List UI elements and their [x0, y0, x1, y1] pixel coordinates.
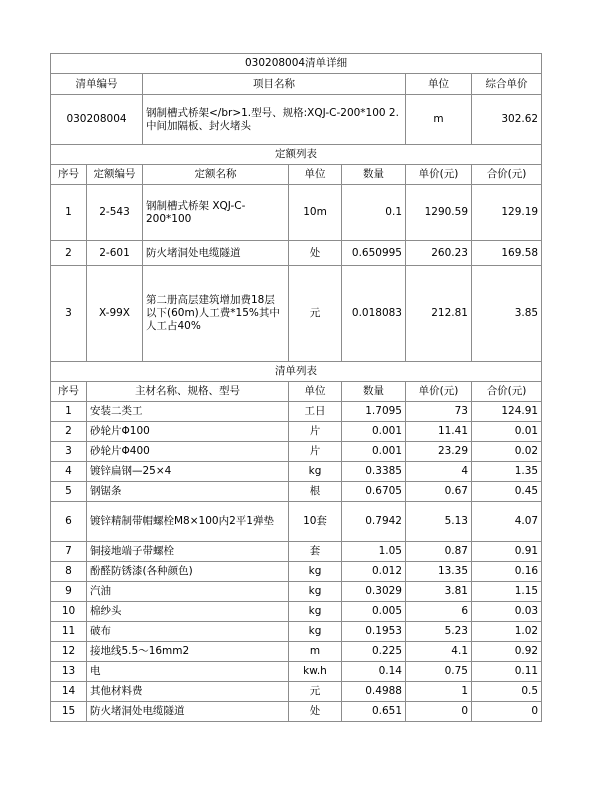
material-qty: 0.3385 — [342, 462, 406, 482]
material-qty: 0.3029 — [342, 582, 406, 602]
material-name: 防火堵洞处电缆隧道 — [87, 702, 289, 722]
material-name: 其他材料费 — [87, 682, 289, 702]
quota-total: 169.58 — [472, 241, 542, 266]
material-qty: 0.1953 — [342, 622, 406, 642]
material-total: 124.91 — [472, 402, 542, 422]
material-unit: 套 — [289, 542, 342, 562]
item-row — [51, 95, 542, 145]
header-code: 清单编号 — [51, 74, 143, 95]
material-section-title: 清单列表 — [51, 362, 542, 382]
material-name: 接地线5.5～16mm2 — [87, 642, 289, 662]
material-name: 钢锯条 — [87, 482, 289, 502]
quota-header-price: 单价(元) — [406, 165, 472, 185]
quota-total: 3.85 — [472, 266, 542, 362]
material-qty: 0.225 — [342, 642, 406, 662]
quota-unit: 处 — [289, 241, 342, 266]
material-no: 11 — [51, 622, 87, 642]
material-row — [51, 602, 542, 622]
quota-row — [51, 185, 542, 241]
item-header-row — [51, 74, 542, 95]
material-qty: 0.001 — [342, 442, 406, 462]
material-row — [51, 622, 542, 642]
quota-section-title: 定额列表 — [51, 145, 542, 165]
material-unit: kg — [289, 582, 342, 602]
material-total: 4.07 — [472, 502, 542, 542]
item-name: 钢制槽式桥架</br>1.型号、规格:XQJ-C-200*100 2.中间加隔板、封火堵头 — [143, 95, 406, 145]
material-total: 0.5 — [472, 682, 542, 702]
material-no: 14 — [51, 682, 87, 702]
material-qty: 1.7095 — [342, 402, 406, 422]
quota-total: 129.19 — [472, 185, 542, 241]
material-no: 12 — [51, 642, 87, 662]
quota-row — [51, 241, 542, 266]
header-unit: 单位 — [406, 74, 472, 95]
material-name: 砂轮片Φ400 — [87, 442, 289, 462]
material-no: 9 — [51, 582, 87, 602]
quota-header-name: 定额名称 — [143, 165, 289, 185]
item-unit: m — [406, 95, 472, 145]
material-name: 镀锌扁钢—25×4 — [87, 462, 289, 482]
material-no: 4 — [51, 462, 87, 482]
material-no: 1 — [51, 402, 87, 422]
material-row — [51, 442, 542, 462]
material-qty: 0.7942 — [342, 502, 406, 542]
material-unit: 根 — [289, 482, 342, 502]
quota-name: 防火堵洞处电缆隧道 — [143, 241, 289, 266]
material-row — [51, 502, 542, 542]
material-total: 0.16 — [472, 562, 542, 582]
header-name: 项目名称 — [143, 74, 406, 95]
material-price: 1 — [406, 682, 472, 702]
material-qty: 0.005 — [342, 602, 406, 622]
material-total: 1.15 — [472, 582, 542, 602]
material-unit: 10套 — [289, 502, 342, 542]
material-total: 0 — [472, 702, 542, 722]
item-price: 302.62 — [472, 95, 542, 145]
material-price: 13.35 — [406, 562, 472, 582]
material-total: 0.45 — [472, 482, 542, 502]
material-row — [51, 462, 542, 482]
quota-code: 2-601 — [87, 241, 143, 266]
material-header-total: 合价(元) — [472, 382, 542, 402]
material-row — [51, 562, 542, 582]
material-total: 0.92 — [472, 642, 542, 662]
material-no: 3 — [51, 442, 87, 462]
material-qty: 0.14 — [342, 662, 406, 682]
material-unit: m — [289, 642, 342, 662]
bill-detail-table — [50, 53, 542, 722]
quota-header-unit: 单位 — [289, 165, 342, 185]
material-price: 0.75 — [406, 662, 472, 682]
material-name: 铜接地端子带螺栓 — [87, 542, 289, 562]
table-title: 030208004清单详细 — [51, 54, 542, 74]
table-title-row — [51, 54, 542, 74]
quota-no: 1 — [51, 185, 87, 241]
material-qty: 1.05 — [342, 542, 406, 562]
quota-price: 1290.59 — [406, 185, 472, 241]
material-no: 5 — [51, 482, 87, 502]
material-name: 酚醛防锈漆(各种颜色) — [87, 562, 289, 582]
quota-unit: 10m — [289, 185, 342, 241]
material-price: 73 — [406, 402, 472, 422]
quota-price: 260.23 — [406, 241, 472, 266]
material-name: 汽油 — [87, 582, 289, 602]
quota-qty: 0.1 — [342, 185, 406, 241]
material-row — [51, 682, 542, 702]
quota-no: 3 — [51, 266, 87, 362]
quota-code: 2-543 — [87, 185, 143, 241]
quota-qty: 0.018083 — [342, 266, 406, 362]
quota-no: 2 — [51, 241, 87, 266]
material-no: 13 — [51, 662, 87, 682]
material-unit: 处 — [289, 702, 342, 722]
material-total: 0.02 — [472, 442, 542, 462]
quota-price: 212.81 — [406, 266, 472, 362]
material-total: 0.01 — [472, 422, 542, 442]
material-unit: 元 — [289, 682, 342, 702]
quota-header-qty: 数量 — [342, 165, 406, 185]
material-no: 8 — [51, 562, 87, 582]
material-qty: 0.6705 — [342, 482, 406, 502]
material-unit: kg — [289, 622, 342, 642]
quota-code: X-99X — [87, 266, 143, 362]
material-price: 5.13 — [406, 502, 472, 542]
material-price: 0.67 — [406, 482, 472, 502]
quota-name: 钢制槽式桥架 XQJ-C-200*100 — [143, 185, 289, 241]
quota-qty: 0.650995 — [342, 241, 406, 266]
material-total: 1.02 — [472, 622, 542, 642]
material-price: 0.87 — [406, 542, 472, 562]
quota-header-row — [51, 165, 542, 185]
material-price: 4 — [406, 462, 472, 482]
material-section-title-row — [51, 362, 542, 382]
material-row — [51, 482, 542, 502]
material-unit: 片 — [289, 422, 342, 442]
material-price: 5.23 — [406, 622, 472, 642]
material-unit: 工日 — [289, 402, 342, 422]
material-unit: 片 — [289, 442, 342, 462]
material-qty: 0.012 — [342, 562, 406, 582]
material-name: 棉纱头 — [87, 602, 289, 622]
material-name: 电 — [87, 662, 289, 682]
material-header-row — [51, 382, 542, 402]
material-name: 破布 — [87, 622, 289, 642]
quota-row — [51, 266, 542, 362]
material-qty: 0.001 — [342, 422, 406, 442]
material-row — [51, 542, 542, 562]
material-qty: 0.4988 — [342, 682, 406, 702]
material-row — [51, 402, 542, 422]
quota-unit: 元 — [289, 266, 342, 362]
material-header-name: 主材名称、规格、型号 — [87, 382, 289, 402]
material-total: 0.11 — [472, 662, 542, 682]
material-no: 2 — [51, 422, 87, 442]
material-unit: kg — [289, 562, 342, 582]
material-no: 15 — [51, 702, 87, 722]
material-price: 3.81 — [406, 582, 472, 602]
quota-header-total: 合价(元) — [472, 165, 542, 185]
material-row — [51, 422, 542, 442]
material-row — [51, 702, 542, 722]
material-total: 0.91 — [472, 542, 542, 562]
material-header-price: 单价(元) — [406, 382, 472, 402]
material-qty: 0.651 — [342, 702, 406, 722]
material-price: 23.29 — [406, 442, 472, 462]
quota-section-title-row — [51, 145, 542, 165]
material-no: 10 — [51, 602, 87, 622]
quota-header-no: 序号 — [51, 165, 87, 185]
material-price: 4.1 — [406, 642, 472, 662]
material-price: 6 — [406, 602, 472, 622]
material-total: 1.35 — [472, 462, 542, 482]
material-header-qty: 数量 — [342, 382, 406, 402]
quota-header-code: 定额编号 — [87, 165, 143, 185]
material-row — [51, 662, 542, 682]
material-unit: kg — [289, 462, 342, 482]
material-row — [51, 642, 542, 662]
material-unit: kw.h — [289, 662, 342, 682]
item-code: 030208004 — [51, 95, 143, 145]
header-price: 综合单价 — [472, 74, 542, 95]
material-header-unit: 单位 — [289, 382, 342, 402]
material-total: 0.03 — [472, 602, 542, 622]
material-no: 6 — [51, 502, 87, 542]
material-no: 7 — [51, 542, 87, 562]
material-unit: kg — [289, 602, 342, 622]
material-header-no: 序号 — [51, 382, 87, 402]
quota-name: 第二册高层建筑增加费18层以下(60m)人工费*15%其中人工占40% — [143, 266, 289, 362]
material-name: 砂轮片Φ100 — [87, 422, 289, 442]
material-name: 镀锌精制带帽螺栓M8×100内2平1弹垫 — [87, 502, 289, 542]
material-name: 安装二类工 — [87, 402, 289, 422]
material-price: 11.41 — [406, 422, 472, 442]
material-row — [51, 582, 542, 602]
material-price: 0 — [406, 702, 472, 722]
